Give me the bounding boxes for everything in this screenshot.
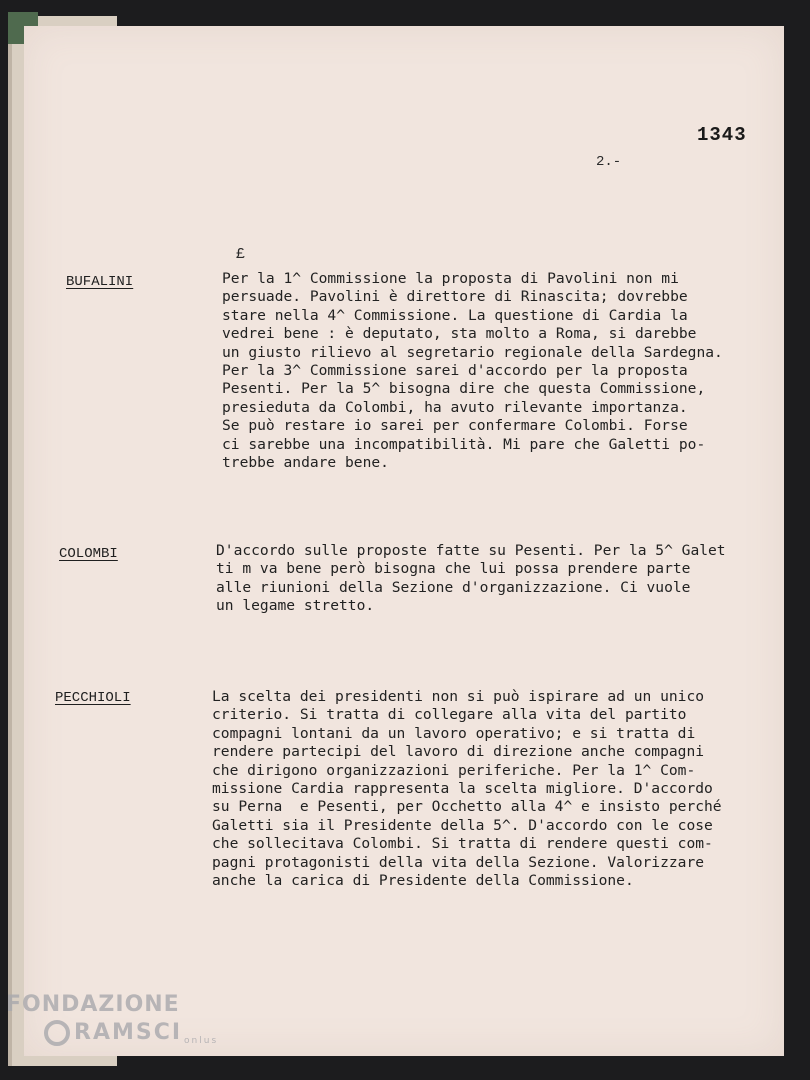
text-line: Pesenti. Per la 5^ bisogna dire che questa Commissione, (222, 380, 706, 398)
page-label: 2.- (596, 154, 622, 170)
text-line: criterio. Si tratta di collegare alla vita del partito (212, 706, 687, 724)
text-line: anche la carica di Presidente della Commissione. (212, 872, 634, 890)
text-line: D'accordo sulle proposte fatte su Pesenti. Per la 5^ Galet (216, 542, 726, 559)
text-line: Per la 1^ Commissione la proposta di Pavolini non mi (222, 270, 679, 287)
text-line: pagni protagonisti della vita della Sezione. Valorizzare (212, 853, 705, 871)
speech-paragraph (216, 542, 726, 616)
speaker-name: PECCHIOLI (55, 690, 131, 706)
text-line: Galetti sia il Presidente della 5^. D'accordo con le cose (212, 816, 713, 834)
text-line: persuade. Pavolini è direttore di Rinascita; dovrebbe (222, 288, 688, 306)
text-line: Se può restare io sarei per confermare Colombi. Forse (222, 417, 688, 435)
watermark-line1: FONDAZIONE (6, 992, 180, 1017)
watermark-logo (6, 994, 218, 1046)
text-line: un giusto rilievo al segretario regionale della Sardegna. (222, 343, 723, 361)
watermark-line2: RAMSCI (74, 1020, 183, 1045)
text-line: presieduta da Colombi, ha avuto rilevante importanza. (222, 398, 688, 416)
text-line: compagni lontani da un lavoro operativo; e si tratta di (212, 724, 696, 742)
text-line: rendere partecipi del lavoro di direzione anche compagni (212, 743, 705, 761)
text-line: ti m va bene però bisogna che lui possa prendere parte (216, 560, 691, 578)
speaker-name: COLOMBI (59, 546, 118, 562)
text-line: su Perna e Pesenti, per Occhetto alla 4^ e insisto perché (212, 798, 722, 816)
text-line: trebbe andare bene. (222, 454, 389, 472)
currency-mark: £ (236, 246, 246, 263)
text-line: vedrei bene : è deputato, sta molto a Roma, si darebbe (222, 325, 697, 343)
archive-page-number: 1343 (697, 124, 747, 146)
speech-paragraph (222, 270, 723, 472)
speech-paragraph (212, 688, 722, 890)
text-line: Per la 3^ Commissione sarei d'accordo per la proposta (222, 362, 688, 380)
watermark-tag: onlus (184, 1036, 219, 1046)
text-line: che sollecitava Colombi. Si tratta di rendere questi com- (212, 835, 713, 853)
gramsci-g-icon (44, 1020, 70, 1046)
speaker-name: BUFALINI (66, 274, 134, 290)
text-line: stare nella 4^ Commissione. La questione di Cardia la (222, 306, 688, 324)
text-line: ci sarebbe una incompatibilità. Mi pare che Galetti po- (222, 435, 706, 453)
document-page (24, 26, 784, 1056)
text-line: alle riunioni della Sezione d'organizzazione. Ci vuole (216, 578, 691, 596)
text-line: La scelta dei presidenti non si può ispirare ad un unico (212, 688, 705, 705)
text-line: che dirigono organizzazioni periferiche. Per la 1^ Com- (212, 761, 696, 779)
text-line: un legame stretto. (216, 597, 375, 615)
text-line: missione Cardia rappresenta la scelta migliore. D'accordo (212, 780, 713, 798)
